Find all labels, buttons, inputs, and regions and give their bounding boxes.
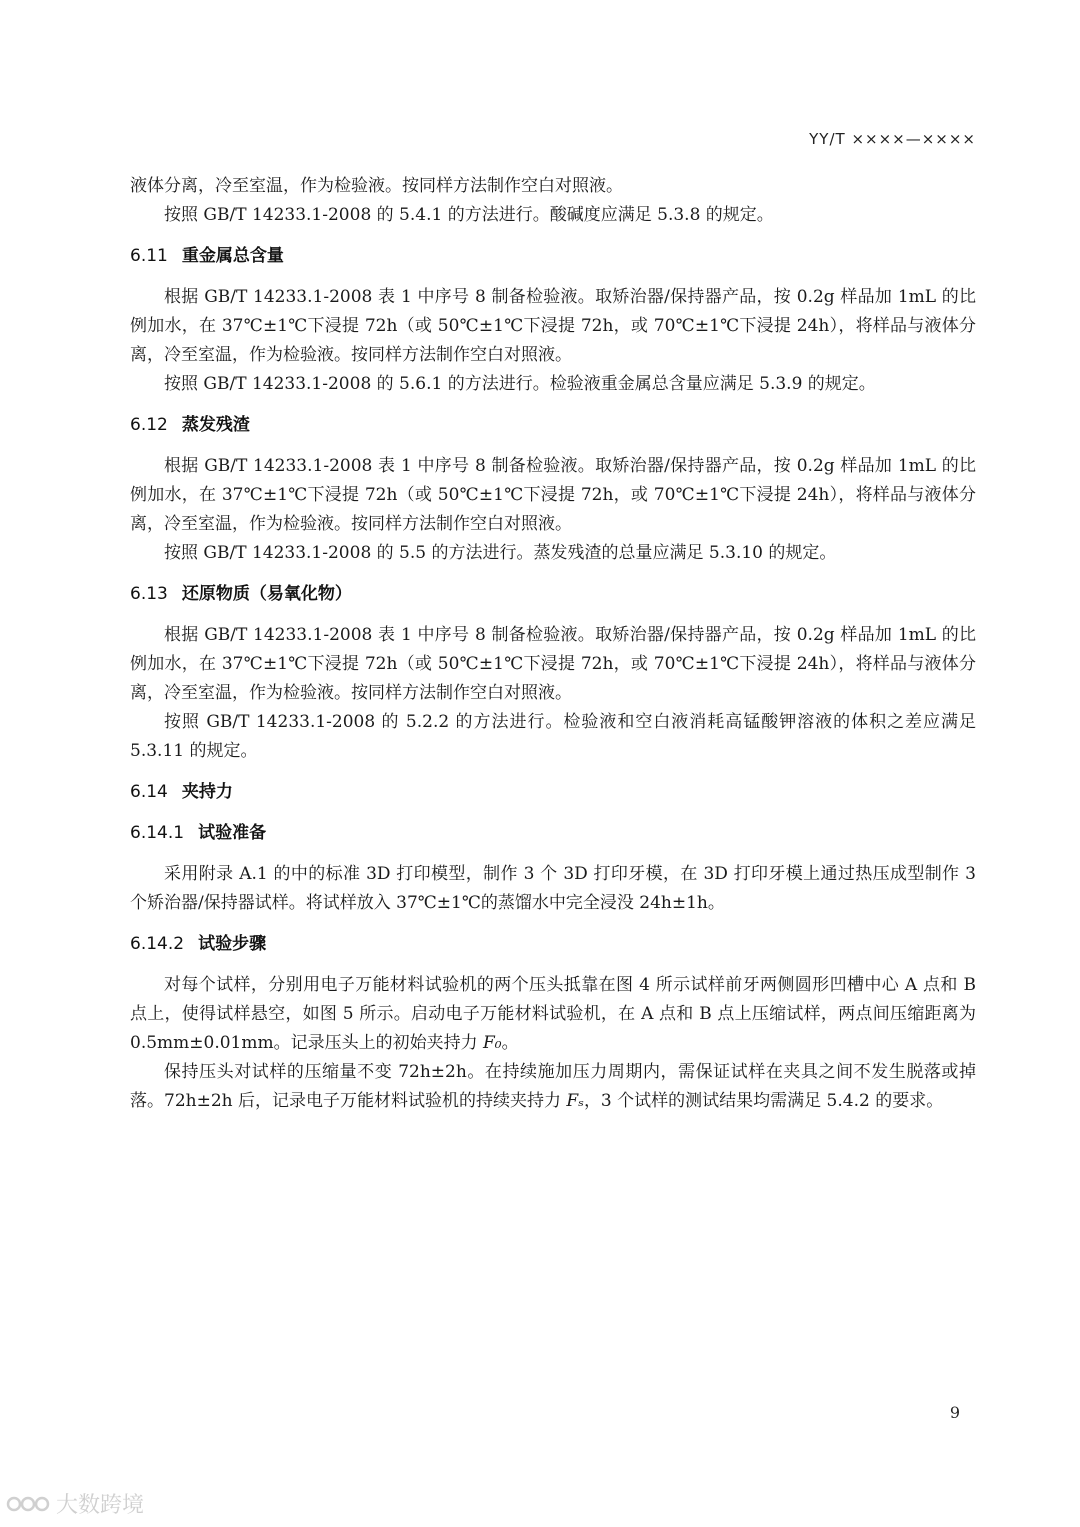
section-title: 还原物质（易氧化物） [181,584,352,604]
section-title: 夹持力 [181,782,233,802]
paragraph [130,1058,976,1116]
paragraph: 按照 GB/T 14233.1-2008 的 5.6.1 的方法进行。检验液重金属总含量应满足 5.3.9 的规定。 [164,374,876,394]
paragraph-text: ，3 个试样的测试结果均需满足 5.4.2 的要求。 [583,1091,944,1111]
standard-code-header: YY/T ××××—×××× [809,130,976,148]
section-number: 6.14.2 [130,934,185,954]
paragraph: 根据 GB/T 14233.1-2008 表 1 中序号 8 制备检验液。取矫治器/保持器产品，按 0.2g 样品加 1mL 的比例加水，在 37℃±1℃下浸提 72h（或 50℃±1℃下浸提 72h，或 70℃±1℃下浸提 24h），将样品与液体分离，冷至室温，作为检验液。按同样方法制作空白对照液。 [130,287,976,365]
section-number: 6.11 [130,246,168,266]
section-title: 重金属总含量 [181,246,284,266]
paragraph-text: 。 [501,1033,519,1053]
section-number: 6.14 [130,782,168,802]
watermark [6,1488,144,1519]
section-heading-6-14-1 [130,819,976,848]
section-heading-6-11 [130,242,976,271]
paragraph: 按照 GB/T 14233.1-2008 的 5.2.2 的方法进行。检验液和空白液消耗高锰酸钾溶液的体积之差应满足 5.3.11 的规定。 [130,712,976,761]
section-number: 6.12 [130,415,168,435]
section-title: 蒸发残渣 [181,415,250,435]
paragraph: 按照 GB/T 14233.1-2008 的 5.5 的方法进行。蒸发残渣的总量应满足 5.3.10 的规定。 [164,543,837,563]
section-heading-6-12 [130,411,976,440]
section-heading-6-14 [130,778,976,807]
paragraph: 按照 GB/T 14233.1-2008 的 5.4.1 的方法进行。酸碱度应满足 5.3.8 的规定。 [164,205,774,225]
variable-fs: Fₛ [566,1091,584,1111]
paragraph: 液体分离，冷至室温，作为检验液。按同样方法制作空白对照液。 [130,176,623,196]
watermark-logo-icon [6,1492,50,1516]
variable-f0: F₀ [483,1033,502,1053]
paragraph [130,971,976,1058]
section-heading-6-14-2 [130,930,976,959]
section-number: 6.14.1 [130,823,185,843]
watermark-text: 大数跨境 [56,1493,145,1518]
section-title: 试验准备 [198,823,267,843]
main-content [130,172,976,1116]
section-title: 试验步骤 [198,934,267,954]
paragraph: 根据 GB/T 14233.1-2008 表 1 中序号 8 制备检验液。取矫治器/保持器产品，按 0.2g 样品加 1mL 的比例加水，在 37℃±1℃下浸提 72h（或 50℃±1℃下浸提 72h，或 70℃±1℃下浸提 24h），将样品与液体分离，冷至室温，作为检验液。按同样方法制作空白对照液。 [130,625,976,703]
paragraph: 采用附录 A.1 的中的标准 3D 打印模型，制作 3 个 3D 打印牙模，在 3D 打印牙模上通过热压成型制作 3 个矫治器/保持器试样。将试样放入 37℃±1℃的蒸馏水中完全浸没 24h±1h。 [130,864,976,913]
paragraph-text: 对每个试样，分别用电子万能材料试验机的两个压头抵靠在图 4 所示试样前牙两侧圆形凹槽中心 A 点和 B 点上，使得试样悬空，如图 5 所示。启动电子万能材料试验机，在 A 点和 B 点上压缩试样，两点间压缩距离为 0.5mm±0.01mm。记录压头上的初始夹持力 [130,975,976,1053]
section-heading-6-13 [130,580,976,609]
paragraph: 根据 GB/T 14233.1-2008 表 1 中序号 8 制备检验液。取矫治器/保持器产品，按 0.2g 样品加 1mL 的比例加水，在 37℃±1℃下浸提 72h（或 50℃±1℃下浸提 72h，或 70℃±1℃下浸提 24h），将样品与液体分离，冷至室温，作为检验液。按同样方法制作空白对照液。 [130,456,976,534]
paragraph-text: 保持压头对试样的压缩量不变 72h±2h。在持续施加压力周期内，需保证试样在夹具之间不发生脱落或掉落。72h±2h 后，记录电子万能材料试验机的持续夹持力 [130,1062,976,1111]
section-number: 6.13 [130,584,168,604]
page-number: 9 [949,1403,960,1422]
